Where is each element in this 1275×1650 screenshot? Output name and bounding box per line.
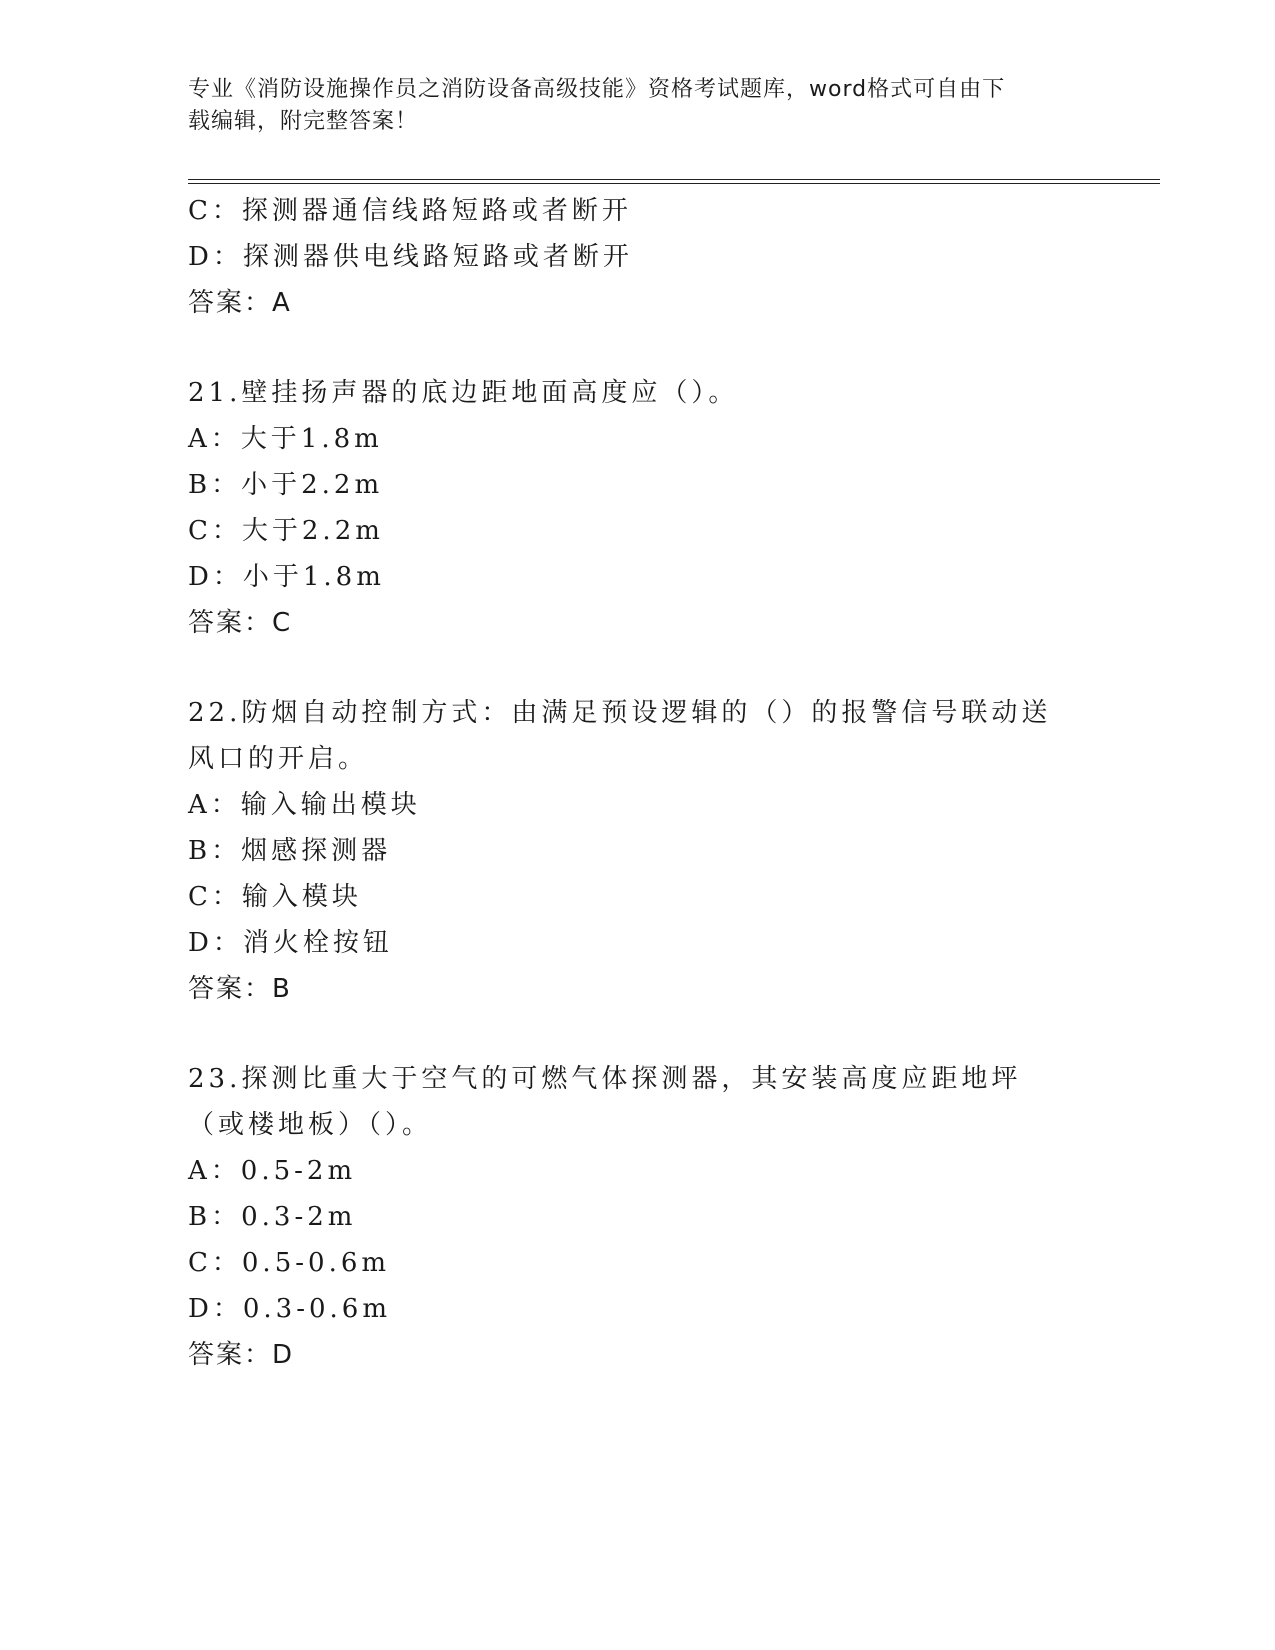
option-b: B：烟感探测器 xyxy=(188,836,392,866)
header-line-2: 载编辑，附完整答案！ xyxy=(188,109,419,134)
question-text: 22.防烟自动控制方式：由满足预设逻辑的（）的报警信号联动送风口的开启。 xyxy=(188,698,1052,774)
question-text: 23.探测比重大于空气的可燃气体探测器，其安装高度应距地坪（或楼地板）（）。 xyxy=(188,1064,1022,1140)
option-c: C：大于2.2m xyxy=(188,516,384,546)
question-22 xyxy=(188,690,1088,1012)
option-b: B：小于2.2m xyxy=(188,470,384,500)
question-text: 21.壁挂扬声器的底边距地面高度应（）。 xyxy=(188,378,739,408)
option-d: D：0.3-0.6m xyxy=(188,1294,391,1324)
answer-line: 答案：A xyxy=(188,288,292,318)
option-a: A：大于1.8m xyxy=(188,424,383,454)
question-23 xyxy=(188,1056,1088,1378)
previous-question-tail xyxy=(188,188,1088,326)
header-line-1: 专业《消防设施操作员之消防设备高级技能》资格考试题库，word格式可自由下 xyxy=(188,77,1006,102)
question-21 xyxy=(188,370,1088,646)
option-d: D：小于1.8m xyxy=(188,562,385,592)
question-list xyxy=(188,188,1088,1378)
option-b: B：0.3-2m xyxy=(188,1202,357,1232)
document-header xyxy=(188,74,1068,138)
answer-line: 答案：B xyxy=(188,974,292,1004)
answer-line: 答案：C xyxy=(188,608,293,638)
option-c: C：探测器通信线路短路或者断开 xyxy=(188,196,632,226)
option-a: A：0.5-2m xyxy=(188,1156,357,1186)
option-d: D：探测器供电线路短路或者断开 xyxy=(188,242,633,272)
header-divider-bottom xyxy=(188,183,1160,184)
option-a: A：输入输出模块 xyxy=(188,790,421,820)
option-c: C：0.5-0.6m xyxy=(188,1248,391,1278)
option-c: C：输入模块 xyxy=(188,882,362,912)
header-divider-top xyxy=(188,179,1160,180)
option-d: D：消火栓按钮 xyxy=(188,928,393,958)
answer-line: 答案：D xyxy=(188,1340,295,1370)
